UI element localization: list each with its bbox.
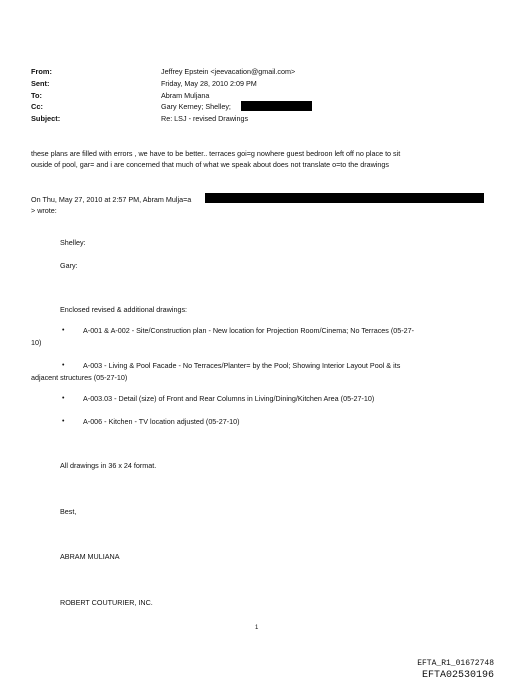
from-label: From: xyxy=(31,67,52,76)
list-item-3-line-1: A-003.03 - Detail (size) of Front and Rear Columns in Living/Dining/Kitchen Area (05-27-10) xyxy=(83,394,375,403)
sender-name: ABRAM MULIANA xyxy=(60,552,120,561)
to-label: To: xyxy=(31,91,42,100)
sent-value: Friday, May 28, 2010 2:09 PM xyxy=(161,79,257,88)
list-item-2-line-1: A-003 - Living & Pool Facade - No Terraces/Planter= by the Pool; Showing Interior Layout Pool & its xyxy=(83,361,401,370)
sent-label: Sent: xyxy=(31,79,50,88)
list-item-1-line-1: A-001 & A-002 - Site/Construction plan - New location for Projection Room/Cinema; No Terraces (05-27- xyxy=(83,326,415,335)
cc-label: Cc: xyxy=(31,102,43,111)
footer-id-2: EFTA02530196 xyxy=(421,670,494,681)
cc-value: Gary Kerney; Shelley; xyxy=(161,102,231,111)
list-item-2-line-2: adjacent structures (05-27-10) xyxy=(31,373,128,382)
list-item-1-line-2: 10) xyxy=(31,338,42,347)
from-value: Jeffrey Epstein <jeevacation@gmail.com> xyxy=(161,67,296,76)
cc-redaction xyxy=(241,101,312,111)
list-item-4-line-1: A-006 - Kitchen - TV location adjusted (05-27-10) xyxy=(83,417,240,426)
format-note: All drawings in 36 x 24 format. xyxy=(60,461,157,470)
quote-header-line-1: On Thu, May 27, 2010 at 2:57 PM, Abram Mulja=a xyxy=(31,195,192,204)
bullet-icon: • xyxy=(62,395,65,402)
page-number: 1 xyxy=(255,625,259,631)
bullet-icon: • xyxy=(62,327,65,334)
footer-id-1: EFTA_R1_01672748 xyxy=(417,659,494,668)
bullet-icon: • xyxy=(62,362,65,369)
greeting-shelley: Shelley: xyxy=(60,238,86,247)
subject-label: Subject: xyxy=(31,114,61,123)
message-line-2: ouside of pool, gar= and i are concerned that much of what we speak about does not translate o=to the drawings xyxy=(31,160,390,169)
bullet-icon: • xyxy=(62,418,65,425)
company-name: ROBERT COUTURIER, INC. xyxy=(60,598,153,607)
message-line-1: these plans are filled with errors , we have to be better.. terraces goi=g nowhere guest bedroon left off no place to sit xyxy=(31,149,401,158)
email-redaction xyxy=(205,193,484,203)
greeting-gary: Gary: xyxy=(60,261,78,270)
intro-text: Enclosed revised & additional drawings: xyxy=(60,305,188,314)
quote-header-line-2: > wrote: xyxy=(31,206,57,215)
subject-value: Re: LSJ - revised Drawings xyxy=(161,114,249,123)
to-value: Abram Muljana xyxy=(161,91,210,100)
closing-text: Best, xyxy=(60,507,77,516)
